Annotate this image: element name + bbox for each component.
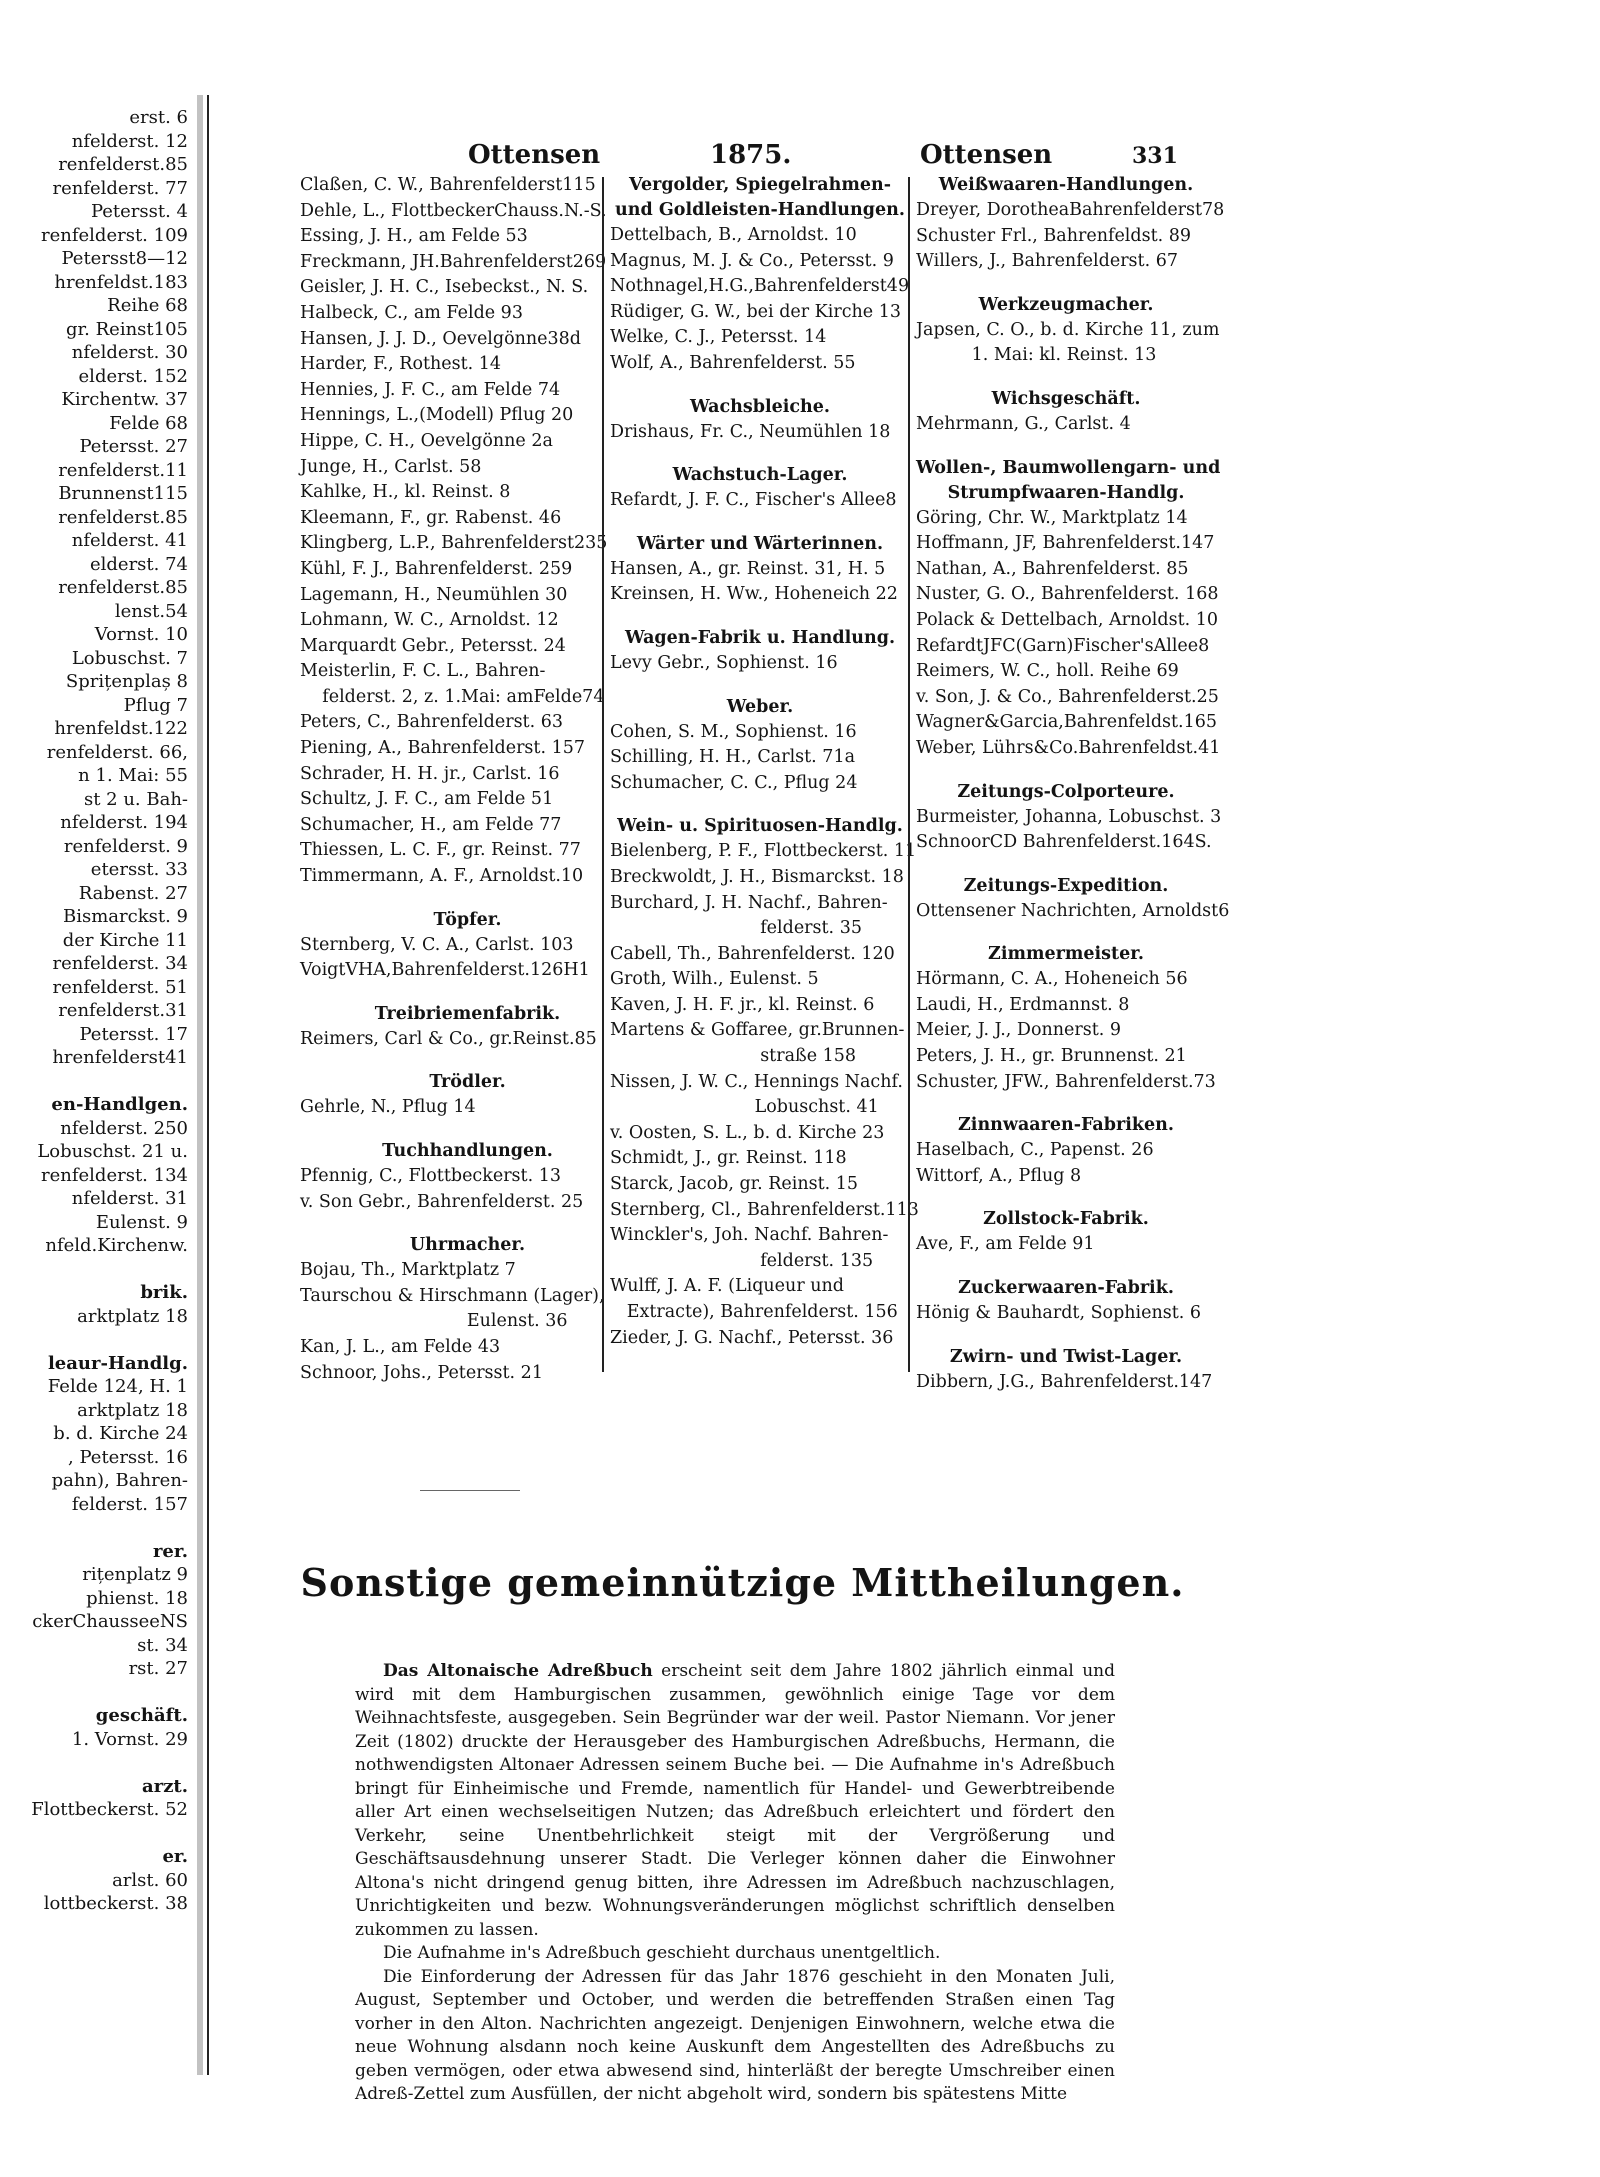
directory-entry: Hennings, L.,(Modell) Pflug 20 [300,405,574,426]
directory-entry: Refardt, J. F. C., Fischer's Allee8 [610,490,897,511]
left-page-line: renfelderst. 34 [52,953,188,974]
gutter-shadow [197,95,203,2075]
directory-entry: Wittorf, A., Pflug 8 [916,1165,1082,1186]
directory-entry: Schuster Frl., Bahrenfeldst. 89 [916,225,1192,246]
directory-entry: Mehrmann, G., Carlst. 4 [916,413,1131,434]
directory-entry: v. Son, J. & Co., Bahrenfelderst.25 [916,686,1219,707]
directory-entry: Sternberg, V. C. A., Carlst. 103 [300,934,574,955]
directory-entry: v. Oosten, S. L., b. d. Kirche 23 [610,1122,885,1143]
directory-entry: felderst. 135 [610,1250,874,1271]
left-page-line: Petersst. 17 [79,1023,188,1045]
directory-entry: Ave, F., am Felde 91 [916,1234,1095,1255]
directory-entry: Weber, Lührs&Co.Bahrenfeldst.41 [916,737,1221,758]
left-page-line: nfelderst. 250 [60,1117,188,1139]
directory-entry: Schilling, H. H., Carlst. 71a [610,747,856,768]
directory-entry: Nathan, A., Bahrenfelderst. 85 [916,558,1189,579]
left-page-line: rer. [152,1540,188,1562]
directory-entry: Burmeister, Johanna, Lobuschst. 3 [916,806,1222,827]
directory-entry: Hansen, A., gr. Reinst. 31, H. 5 [610,558,886,579]
category-heading: Werkzeugmacher. [978,294,1154,315]
category-heading: Zeitungs-Colporteure. [957,781,1175,802]
directory-entry: Schrader, H. H. jr., Carlst. 16 [300,763,560,784]
right-page [210,95,1275,2104]
directory-entry: Hennies, J. F. C., am Felde 74 [300,379,561,400]
left-page-line: Rabenst. 27 [78,882,188,904]
directory-entry: Nuster, G. O., Bahrenfelderst. 168 [916,584,1219,605]
category-heading: Wollen-, Baumwollengarn- und [916,457,1221,478]
directory-entry: RefardtJFC(Garn)Fischer'sAllee8 [916,635,1210,656]
directory-entry: Junge, H., Carlst. 58 [300,456,482,477]
directory-entry: Bielenberg, P. F., Flottbeckerst. 11 [610,841,917,862]
section-title: Sonstige gemeinnützige Mittheilungen. [300,1560,1185,1605]
left-page-line: renfelderst.31 [58,1000,188,1021]
category-heading: Uhrmacher. [409,1235,526,1256]
directory-entry: Peters, J. H., gr. Brunnenst. 21 [916,1046,1187,1067]
left-page-line: leaur-Handlg. [47,1352,188,1374]
spacer [610,796,910,814]
directory-entry: Gehrle, N., Pflug 14 [300,1097,476,1118]
directory-entry: Nothnagel,H.G.,Bahrenfelderst49 [610,276,910,297]
section-divider [420,1490,520,1491]
directory-entry: VoigtVHA,Bahrenfelderst.126H1 [300,960,590,981]
left-page-line: en-Handlgen. [51,1094,188,1115]
directory-entry: Harder, F., Rothest. 14 [300,354,502,375]
left-page-line: Felde 124, H. 1 [47,1376,188,1397]
spacer [916,1327,1216,1345]
category-heading: Zuckerwaaren-Fabrik. [958,1278,1174,1299]
left-page-line: arlst. 60 [112,1869,188,1891]
left-page-line: st. 34 [137,1634,188,1656]
left-page-line: arzt. [142,1775,188,1797]
left-page-line: nfelderst. 30 [71,342,188,363]
directory-entry: Geisler, J. H. C., Isebeckst., N. S. [300,277,589,298]
category-heading: Zinnwaaren-Fabriken. [958,1115,1174,1136]
left-page-line: nfeld.Kirchenw. [45,1235,188,1256]
left-page-line: Vornst. 10 [94,624,188,645]
directory-entry: Schultz, J. F. C., am Felde 51 [300,789,554,810]
directory-entry: Bojau, Th., Marktplatz 7 [300,1260,516,1281]
left-page-line: renfelderst. 109 [41,224,188,246]
paragraph-lead: Das Altonaische Adreßbuch [383,1661,653,1681]
left-page-line: Petersst. 4 [90,201,188,222]
directory-entry: Schnoor, Johs., Petersst. 21 [300,1362,543,1383]
category-heading: Wachsbleiche. [690,396,830,417]
left-page-line: Bismarckst. 9 [63,906,188,927]
left-page-line: Petersst8—12 [61,248,188,269]
left-page-line: Felde 68 [109,412,188,434]
directory-entry: Hoffmann, JF, Bahrenfelderst.147 [916,533,1215,554]
category-heading: Vergolder, Spiegelrahmen- [629,175,891,195]
left-page-line: der Kirche 11 [62,929,188,951]
directory-entry: Essing, J. H., am Felde 53 [300,226,528,247]
left-page-line: geschäft. [95,1705,188,1726]
header-left: Ottensen [468,140,601,170]
left-page-line: Reihe 68 [107,295,188,316]
left-page-line: Sprițenplaș 8 [65,671,188,692]
directory-entry: Kan, J. L., am Felde 43 [300,1336,501,1357]
directory-entry: Kahlke, H., kl. Reinst. 8 [300,482,511,503]
spacer [300,1052,635,1070]
directory-entry: Schmidt, J., gr. Reinst. 118 [610,1148,847,1169]
directory-entry: Klingberg, L.P., Bahrenfelderst235 [300,533,608,554]
left-page-line: elderst. 74 [89,553,188,575]
left-page-line: elderst. 152 [78,365,188,387]
left-page-line: nfelderst. 31 [71,1188,188,1209]
category-heading: und Goldleisten-Handlungen. [615,200,905,220]
directory-entry: Lobuschst. 41 [610,1097,879,1118]
directory-entry: Wagner&Garcia,Bahrenfeldst.165 [916,712,1218,733]
directory-entry: Peters, C., Bahrenfelderst. 63 [300,712,563,733]
directory-entry: Wolf, A., Bahrenfelderst. 55 [610,352,856,373]
directory-entry: Hönig & Bauhardt, Sophienst. 6 [916,1303,1202,1324]
directory-entry: Meisterlin, F. C. L., Bahren- [300,661,546,682]
left-page-line: rițenplatz 9 [82,1564,188,1585]
directory-entry: Starck, Jacob, gr. Reinst. 15 [610,1174,859,1195]
left-page-line: Eulenst. 9 [95,1211,188,1233]
paragraph [355,1942,1115,1966]
directory-entry: Rüdiger, G. W., bei der Kirche 13 [610,301,901,322]
directory-entry: Hippe, C. H., Oevelgönne 2a [300,430,553,451]
directory-entry: 1. Mai: kl. Reinst. 13 [916,345,1157,366]
left-page-line: renfelderst. 9 [63,835,188,857]
category-heading: Zimmermeister. [988,944,1144,965]
directory-entry: Schumacher, C. C., Pflug 24 [610,772,858,793]
directory-entry: Reimers, W. C., holl. Reihe 69 [916,661,1179,682]
category-heading: Weißwaaren-Handlungen. [938,175,1194,195]
spacer [610,514,910,532]
left-page-line: rst. 27 [128,1658,188,1679]
directory-entry: Wulff, J. A. F. (Liqueur und [610,1276,844,1297]
directory-entry: Kreinsen, H. Ww., Hoheneich 22 [610,584,898,605]
directory-entry: Levy Gebr., Sophienst. 16 [610,652,838,673]
spacer [916,438,1216,456]
directory-entry: Piening, A., Bahrenfelderst. 157 [300,738,585,759]
category-heading: Wachstuch-Lager. [672,465,848,486]
directory-entry: Claßen, C. W., Bahrenfelderst115 [300,175,596,195]
directory-entry: Lohmann, W. C., Arnoldst. 12 [300,610,559,631]
left-page-line: nfelderst. 194 [60,812,188,833]
paragraph [355,1966,1115,2107]
left-page-line: hrenfeldst.183 [54,271,188,293]
directory-entry: Cohen, S. M., Sophienst. 16 [610,721,857,742]
left-page-line: renfelderst.85 [58,577,188,598]
category-heading: Wagen-Fabrik u. Handlung. [624,627,896,648]
header-right: Ottensen [920,140,1053,170]
column-3 [916,173,1230,1395]
left-page-line: Flottbeckerst. 52 [31,1799,188,1820]
paragraph [355,1660,1115,1942]
left-page-line: nfelderst. 41 [71,530,188,551]
directory-entry: Hörmann, C. A., Hoheneich 56 [916,969,1188,990]
directory-entry: Hansen, J. J. D., Oevelgönne38d [300,328,582,349]
directory-entry: straße 158 [610,1046,857,1067]
left-page-fragment [0,100,200,2060]
left-page-line: er. [162,1846,188,1867]
left-page-line: Pflug 7 [123,694,188,716]
directory-entry: Sternberg, Cl., Bahrenfelderst.113 [610,1199,919,1220]
directory-entry: Martens & Goffaree, gr.Brunnen- [610,1020,905,1041]
column-divider-2 [908,177,910,1372]
directory-entry: v. Son Gebr., Bahrenfelderst. 25 [300,1191,584,1212]
left-page-line: Lobuschst. 21 u. [37,1141,188,1162]
spacer [300,1215,635,1233]
directory-entry: Cabell, Th., Bahrenfelderst. 120 [610,943,895,964]
spacer [610,445,910,463]
directory-entry: Lagemann, H., Neumühlen 30 [300,584,568,605]
body-text [355,1660,1115,2107]
directory-entry: Göring, Chr. W., Marktplatz 14 [916,507,1188,528]
directory-entry: Burchard, J. H. Nachf., Bahren- [610,892,888,913]
spacer [916,856,1216,874]
spacer [300,984,635,1002]
directory-entry: Pfennig, C., Flottbeckerst. 13 [300,1166,561,1186]
left-page-line: renfelderst.85 [58,154,188,175]
column-1 [300,173,635,1386]
left-page-line: felderst. 157 [71,1493,188,1515]
category-heading: Töpfer. [433,909,502,930]
directory-entry: Thiessen, L. C. F., gr. Reinst. 77 [300,840,581,861]
page-edge [207,95,209,2075]
directory-entry: Dettelbach, B., Arnoldst. 10 [610,225,857,245]
left-page-line: renfelderst. 66, [46,741,188,763]
directory-entry: Magnus, M. J. & Co., Petersst. 9 [610,250,894,271]
directory-entry: felderst. 2, z. 1.Mai: amFelde74 [300,686,605,707]
left-page-line: renfelderst.85 [58,506,188,528]
directory-entry: Laudi, H., Erdmannst. 8 [916,994,1130,1015]
left-page-line: phienst. 18 [86,1587,188,1609]
left-page-line: lottbeckerst. 38 [43,1893,188,1914]
spacer [916,1095,1216,1113]
directory-entry: felderst. 35 [610,918,862,939]
directory-entry: Japsen, C. O., b. d. Kirche 11, zum [916,319,1220,340]
directory-entry: Meier, J. J., Donnerst. 9 [916,1020,1122,1041]
directory-entry: Welke, C. J., Petersst. 14 [610,327,827,348]
left-page-line: , Petersst. 16 [68,1446,188,1468]
left-page-line: renfelderst.11 [58,459,188,481]
directory-entry: Groth, Wilh., Eulenst. 5 [610,969,819,990]
directory-entry: Kühl, F. J., Bahrenfelderst. 259 [300,558,573,579]
directory-entry: Breckwoldt, J. H., Bismarckst. 18 [610,866,904,887]
left-page-line: nfelderst. 12 [71,130,188,152]
left-page-line: hrenfelderst41 [52,1047,188,1068]
left-page-line: renfelderst. 134 [41,1164,188,1186]
spacer [916,762,1216,780]
category-heading: Zwirn- und Twist-Lager. [949,1346,1183,1367]
left-page-line: 1. Vornst. 29 [71,1728,188,1750]
directory-entry: Timmermann, A. F., Arnoldst.10 [300,866,584,887]
left-page-line: pahn), Bahren- [51,1470,188,1491]
header-year: 1875. [710,140,792,170]
directory-entry: Extracte), Bahrenfelderst. 156 [610,1302,898,1322]
category-heading: Tuchhandlungen. [382,1141,553,1161]
directory-entry: Kleemann, F., gr. Rabenst. 46 [300,507,562,528]
left-page-line: renfelderst. 77 [52,177,188,199]
left-page-line: erst. 6 [129,107,188,128]
directory-entry: Kaven, J. H. F. jr., kl. Reinst. 6 [610,994,875,1015]
category-heading: Zeitungs-Expedition. [963,875,1169,896]
paragraph-text: Die Aufnahme in's Adreßbuch geschieht durchaus unentgeltlich. [383,1943,941,1963]
spacer [916,1258,1216,1276]
spacer [300,1121,635,1139]
directory-entry: Drishaus, Fr. C., Neumühlen 18 [610,421,891,442]
directory-entry: Schuster, JFW., Bahrenfelderst.73 [916,1071,1216,1092]
spacer [610,677,910,695]
spacer [916,1189,1216,1207]
directory-entry: Taurschou & Hirschmann (Lager), [300,1285,605,1306]
directory-entry: Winckler's, Joh. Nachf. Bahren- [610,1225,889,1246]
directory-entry: Ottensener Nachrichten, Arnoldst6 [916,900,1230,921]
left-page-line: renfelderst. 51 [52,976,188,998]
directory-entry: Eulenst. 36 [300,1311,568,1332]
left-page-line: st 2 u. Bah- [83,788,188,810]
category-heading: Weber. [726,696,794,717]
directory-entry: Dibbern, J.G., Bahrenfelderst.147 [916,1371,1213,1392]
directory-entry: Schumacher, H., am Felde 77 [300,814,562,835]
category-heading: Strumpfwaaren-Handlg. [947,482,1185,503]
spacer [300,890,635,908]
category-heading: Zollstock-Fabrik. [983,1209,1149,1230]
directory-entry: Reimers, Carl & Co., gr.Reinst.85 [300,1028,597,1049]
category-heading: Wein- u. Spirituosen-Handlg. [617,816,903,837]
directory-entry: Zieder, J. G. Nachf., Petersst. 36 [610,1327,894,1348]
directory-entry: Dreyer, DorotheaBahrenfelderst78 [916,200,1225,220]
paragraph-text: erscheint seit dem Jahre 1802 jährlich einmal und wird mit dem Hamburgischen zusammen, gewöhnlich einige Tage vor dem Weihnachtsfeste, ausgegeben. Sein Begründer war der weil. Pastor Niemann. Vor jener Zeit (1802) druckte der Herausgeber des Hamburgischen Adreßbuchs, Hermann, die nothwendigsten Altonaer Adressen seinem Buche bei. — Die Aufnahme in's Adreßbuch bringt für Einheimische und Fremde, namentlich für Handel- und Gewerbtreibende aller Art einen wechselseitigen Nutzen; das Adreßbuch erleichtert und fördert den Verkehr, seine Unentbehrlichkeit steigt mit der Vergrößerung und Geschäftsausdehnung unserer Stadt. Die Verleger können daher die Einwohner Altona's nicht dringend genug bitten, ihre Adressen im Adreßbuch nachzuschlagen, Unrichtigkeiten und bezw. Wohnungsveränderungen möglichst schriftlich denselben zukommen zu lassen. [355,1661,1115,1940]
left-page-line: arktplatz 18 [77,1399,188,1421]
page-number: 331 [1132,143,1178,169]
directory-entry: Dehle, L., FlottbeckerChauss.N.-S. [300,200,607,221]
category-heading: Trödler. [429,1072,506,1093]
left-page-line: etersst. 33 [90,859,188,880]
spacer [916,275,1216,293]
left-page-line: n 1. Mai: 55 [78,765,188,786]
category-heading: Wichsgeschäft. [991,388,1141,409]
directory-entry: Nissen, J. W. C., Hennings Nachf. [610,1071,903,1092]
left-page-line: ckerChausseeNS [32,1611,188,1632]
category-heading: Wärter und Wärterinnen. [636,533,884,554]
directory-entry: Freckmann, JH.Bahrenfelderst269 [300,251,607,272]
left-page-line: lenst.54 [114,600,188,622]
left-page-line: Lobuschst. 7 [71,647,188,669]
category-heading: Treibriemenfabrik. [374,1003,561,1024]
left-page-line: gr. Reinst105 [66,318,188,340]
left-page-line: arktplatz 18 [77,1305,188,1327]
spacer [916,924,1216,942]
left-page-line: Kirchentw. 37 [61,389,188,410]
column-divider-1 [602,177,604,1372]
directory-entry: Marquardt Gebr., Petersst. 24 [300,635,566,656]
spacer [610,608,910,626]
spacer [916,369,1216,387]
paragraph-text: Die Einforderung der Adressen für das Jahr 1876 geschieht in den Monaten Juli, August, September und October, und werden die betreffenden Straßen einen Tag vorher in den Alton. Nachrichten angezeigt. Denjenigen Einwohnern, welche etwa die neue Wohnung alsdann noch keine Auskunft dem Angestellten des Adreßbuchs zu geben vermögen, oder etwa abwesend sind, hinterläßt der beregte Umschreiber einen Adreß-Zettel zum Ausfüllen, der nicht abgeholt wird, sondern bis spätestens Mitte [355,1966,1115,2104]
directory-entry: Haselbach, C., Papenst. 26 [916,1140,1154,1161]
spacer [610,377,910,395]
left-page-line: Brunnenst115 [58,483,188,504]
left-page-line: b. d. Kirche 24 [53,1423,188,1444]
directory-entry: SchnoorCD Bahrenfelderst.164S. [916,832,1212,853]
column-2 [610,173,919,1351]
directory-entry: Willers, J., Bahrenfelderst. 67 [916,251,1178,272]
left-page-line: brik. [140,1282,188,1303]
directory-entry: Polack & Dettelbach, Arnoldst. 10 [916,609,1218,630]
left-page-line: hrenfeldst.122 [54,718,188,739]
directory-entry: Halbeck, C., am Felde 93 [300,302,523,323]
left-page-line: Petersst. 27 [79,436,188,457]
